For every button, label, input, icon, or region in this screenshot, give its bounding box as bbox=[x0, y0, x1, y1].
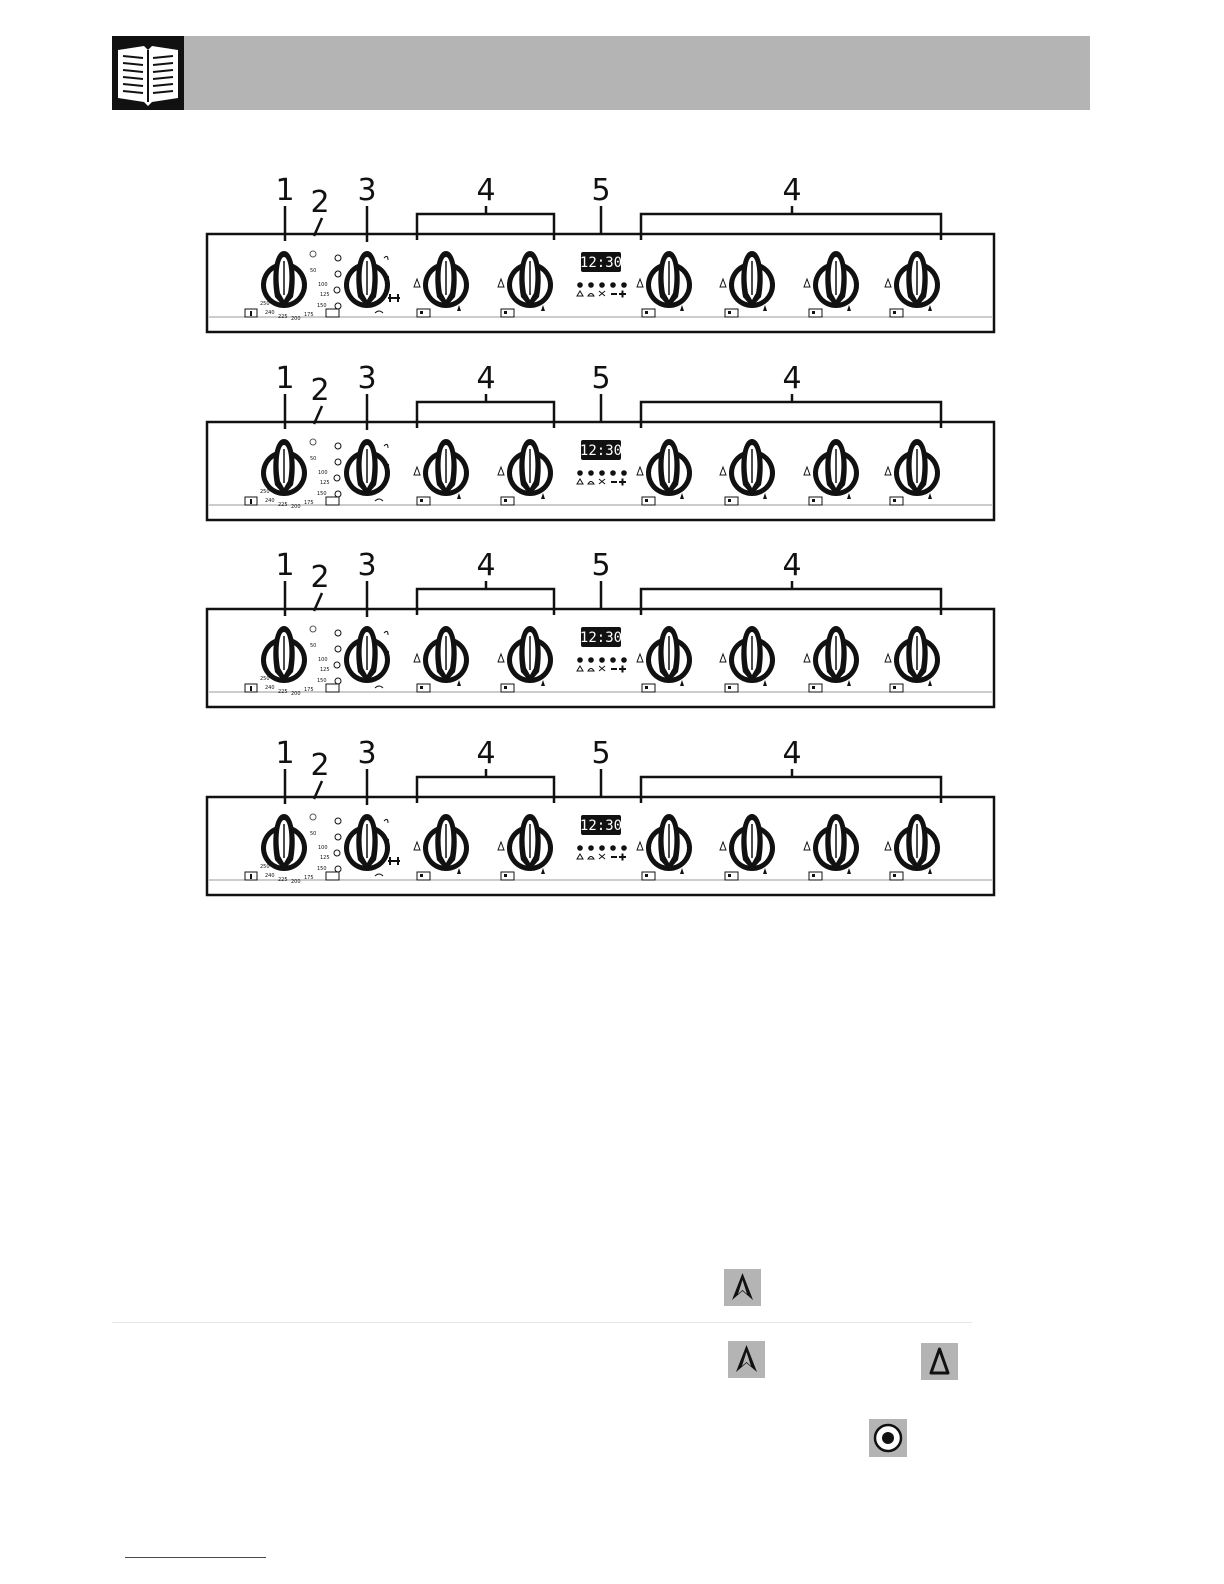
callout-label: 5 bbox=[591, 548, 611, 583]
indicator-light bbox=[310, 251, 316, 257]
control-panel-figure bbox=[200, 733, 1005, 908]
thermostat-scale-label: 100 bbox=[318, 470, 328, 476]
programmer-button bbox=[621, 470, 627, 476]
programmer-button bbox=[577, 470, 583, 476]
control-panel-diagram bbox=[200, 170, 1005, 345]
programmer-button bbox=[577, 282, 583, 288]
control-panel-figure bbox=[200, 170, 1005, 345]
callout-label: 3 bbox=[357, 173, 377, 208]
thermostat-scale-label: 200 bbox=[291, 504, 301, 510]
burner-position-icon bbox=[809, 872, 822, 880]
flame-max-icon bbox=[728, 1341, 765, 1378]
indicator-light bbox=[310, 626, 316, 632]
burner-position-icon bbox=[890, 309, 903, 317]
control-panel-diagram bbox=[200, 358, 1005, 533]
callout-label: 5 bbox=[591, 736, 611, 771]
callout-label: 4 bbox=[476, 361, 496, 396]
callout-label: 4 bbox=[782, 173, 802, 208]
control-panel-diagram bbox=[200, 545, 1005, 720]
callout-label: 4 bbox=[476, 548, 496, 583]
clock-time: 12:30 bbox=[579, 630, 623, 646]
thermostat-scale-label: 240 bbox=[265, 873, 275, 879]
callout-label: 4 bbox=[782, 361, 802, 396]
indicator-light bbox=[310, 814, 316, 820]
programmer-button bbox=[599, 657, 605, 663]
callout-label: 3 bbox=[357, 736, 377, 771]
control-panel-figure bbox=[200, 358, 1005, 533]
burner-position-icon bbox=[642, 497, 655, 505]
burner-position-icon bbox=[501, 497, 514, 505]
thermostat-scale-label: 225 bbox=[278, 502, 288, 508]
thermostat-scale-label: 175 bbox=[304, 875, 314, 881]
burner-position-icon bbox=[890, 872, 903, 880]
callout-label: 5 bbox=[591, 361, 611, 396]
callout-label: 4 bbox=[476, 173, 496, 208]
callout-label: 2 bbox=[310, 185, 330, 220]
burner-position-icon bbox=[417, 497, 430, 505]
callout-label: 1 bbox=[275, 548, 295, 583]
book-icon bbox=[112, 36, 184, 110]
burner-position-icon bbox=[890, 497, 903, 505]
thermostat-scale-label: 175 bbox=[304, 500, 314, 506]
burner-position-icon bbox=[501, 684, 514, 692]
burner-position-icon bbox=[417, 309, 430, 317]
programmer-button bbox=[577, 657, 583, 663]
callout-label: 4 bbox=[782, 548, 802, 583]
programmer-button bbox=[588, 470, 594, 476]
callout-label: 4 bbox=[782, 736, 802, 771]
burner-position-icon bbox=[642, 872, 655, 880]
programmer-button bbox=[588, 845, 594, 851]
programmer-button bbox=[588, 282, 594, 288]
thermostat-scale-label: 50 bbox=[310, 831, 317, 837]
burner-position-icon bbox=[725, 497, 738, 505]
thermostat-scale-label: 50 bbox=[310, 643, 317, 649]
programmer-button bbox=[621, 657, 627, 663]
thermostat-scale-label: 125 bbox=[320, 480, 330, 486]
burner-position-icon bbox=[809, 684, 822, 692]
oven-function-icon bbox=[326, 684, 339, 692]
burner-position-icon bbox=[501, 309, 514, 317]
programmer-button bbox=[621, 845, 627, 851]
callout-label: 3 bbox=[357, 548, 377, 583]
thermostat-scale-label: 100 bbox=[318, 282, 328, 288]
thermostat-scale-label: 225 bbox=[278, 877, 288, 883]
thermostat-scale-label: 125 bbox=[320, 855, 330, 861]
thermostat-scale-label: 250 bbox=[260, 676, 270, 682]
control-panel-figure bbox=[200, 545, 1005, 720]
burner-position-icon bbox=[501, 872, 514, 880]
ignition-icon bbox=[869, 1419, 907, 1457]
flame-max-icon bbox=[724, 1269, 761, 1306]
thermostat-scale-label: 200 bbox=[291, 316, 301, 322]
thermostat-scale-label: 125 bbox=[320, 667, 330, 673]
footer-link-underline bbox=[125, 1557, 266, 1558]
oven-function-icon bbox=[326, 872, 339, 880]
programmer-button bbox=[599, 282, 605, 288]
thermostat-scale-label: 200 bbox=[291, 879, 301, 885]
callout-label: 5 bbox=[591, 173, 611, 208]
header-band bbox=[112, 36, 1090, 110]
control-panel-diagram bbox=[200, 733, 1005, 908]
burner-position-icon bbox=[417, 872, 430, 880]
programmer-button bbox=[610, 657, 616, 663]
thermostat-scale-label: 250 bbox=[260, 864, 270, 870]
burner-position-icon bbox=[725, 872, 738, 880]
thermostat-scale-label: 175 bbox=[304, 687, 314, 693]
indicator-light bbox=[310, 439, 316, 445]
programmer-button bbox=[588, 657, 594, 663]
callout-label: 2 bbox=[310, 560, 330, 595]
burner-position-icon bbox=[417, 684, 430, 692]
programmer-button bbox=[621, 282, 627, 288]
burner-position-icon bbox=[809, 309, 822, 317]
thermostat-scale-label: 100 bbox=[318, 845, 328, 851]
thermostat-scale-label: 150 bbox=[317, 491, 327, 497]
thermostat-scale-label: 225 bbox=[278, 314, 288, 320]
programmer-button bbox=[577, 845, 583, 851]
callout-label: 1 bbox=[275, 173, 295, 208]
thermostat-scale-label: 250 bbox=[260, 301, 270, 307]
clock-time: 12:30 bbox=[579, 443, 623, 459]
oven-function-icon bbox=[326, 497, 339, 505]
burner-position-icon bbox=[890, 684, 903, 692]
burner-position-icon bbox=[642, 309, 655, 317]
clock-time: 12:30 bbox=[579, 255, 623, 271]
burner-position-icon bbox=[725, 309, 738, 317]
programmer-button bbox=[610, 282, 616, 288]
programmer-button bbox=[599, 470, 605, 476]
burner-position-icon bbox=[642, 684, 655, 692]
thermostat-scale-label: 50 bbox=[310, 456, 317, 462]
thermostat-scale-label: 225 bbox=[278, 689, 288, 695]
thermostat-scale-label: 150 bbox=[317, 866, 327, 872]
thermostat-scale-label: 250 bbox=[260, 489, 270, 495]
programmer-button bbox=[610, 845, 616, 851]
callout-label: 2 bbox=[310, 748, 330, 783]
thermostat-scale-label: 200 bbox=[291, 691, 301, 697]
callout-label: 1 bbox=[275, 361, 295, 396]
thermostat-scale-label: 150 bbox=[317, 678, 327, 684]
flame-min-icon bbox=[921, 1343, 958, 1380]
burner-position-icon bbox=[725, 684, 738, 692]
callout-label: 2 bbox=[310, 373, 330, 408]
thermostat-scale-label: 50 bbox=[310, 268, 317, 274]
thermostat-scale-label: 240 bbox=[265, 310, 275, 316]
thermostat-scale-label: 150 bbox=[317, 303, 327, 309]
thermostat-scale-label: 125 bbox=[320, 292, 330, 298]
callout-label: 4 bbox=[476, 736, 496, 771]
oven-function-icon bbox=[326, 309, 339, 317]
callout-label: 3 bbox=[357, 361, 377, 396]
thermostat-scale-label: 240 bbox=[265, 685, 275, 691]
thermostat-scale-label: 175 bbox=[304, 312, 314, 318]
clock-time: 12:30 bbox=[579, 818, 623, 834]
burner-position-icon bbox=[809, 497, 822, 505]
thermostat-scale-label: 100 bbox=[318, 657, 328, 663]
programmer-button bbox=[610, 470, 616, 476]
programmer-button bbox=[599, 845, 605, 851]
divider bbox=[112, 1322, 972, 1323]
callout-label: 1 bbox=[275, 736, 295, 771]
thermostat-scale-label: 240 bbox=[265, 498, 275, 504]
